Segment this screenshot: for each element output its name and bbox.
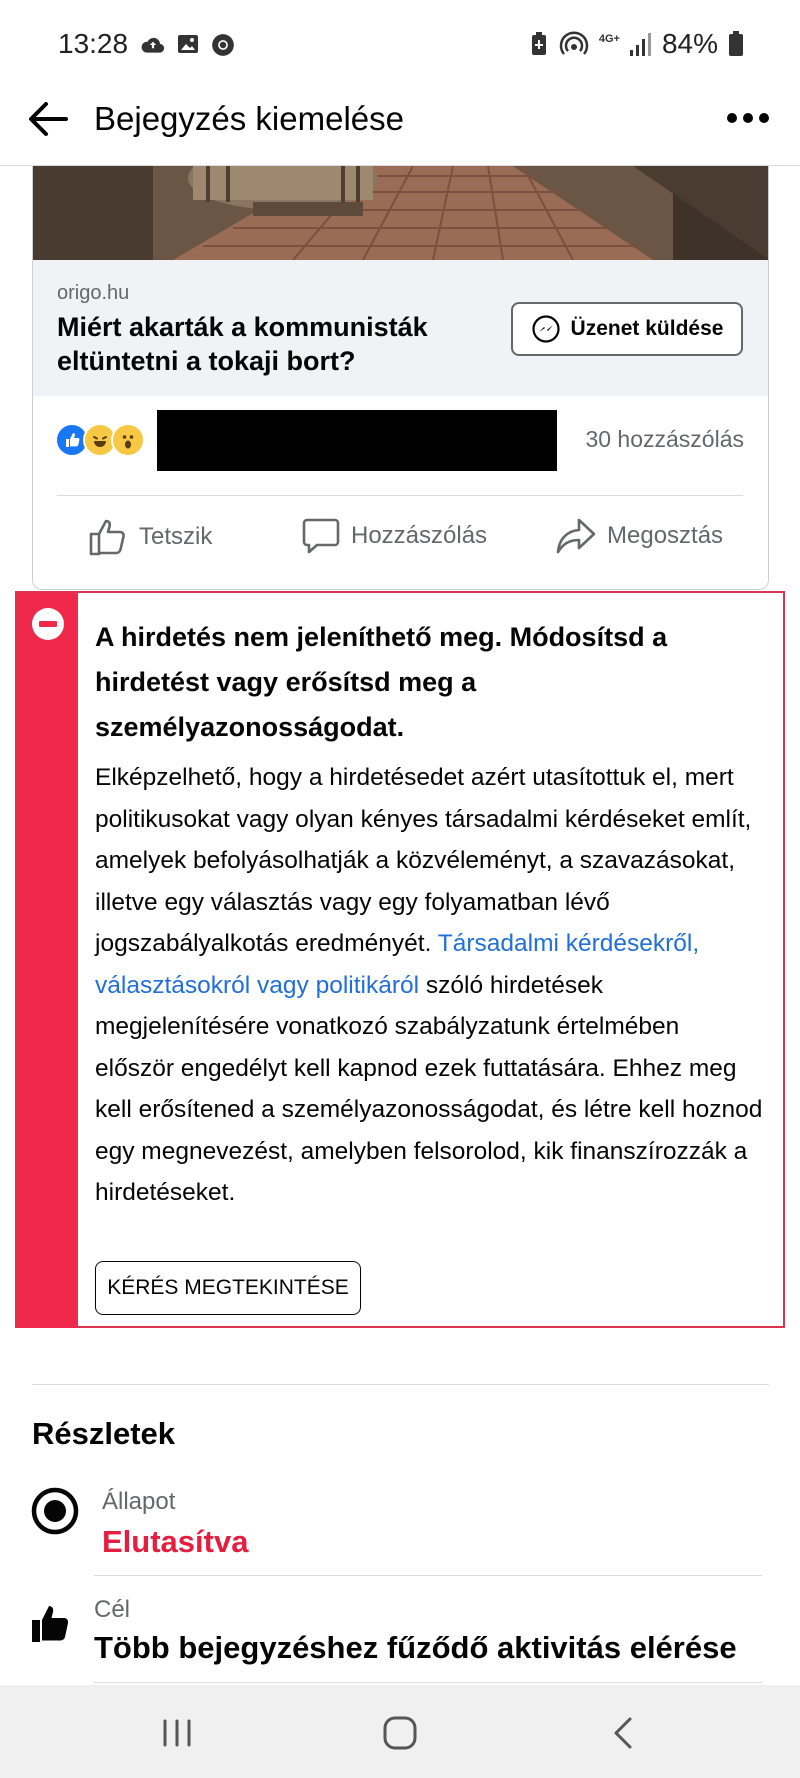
status-value: Elutasítva — [102, 1524, 249, 1559]
section-divider — [32, 1384, 769, 1385]
comment-label: Hozzászólás — [351, 522, 488, 549]
status-radio-icon — [30, 1486, 80, 1536]
goal-label: Cél — [94, 1596, 131, 1623]
status-bar — [0, 0, 800, 90]
gallery-icon — [176, 32, 200, 56]
signal-icon — [630, 32, 652, 56]
send-message-button[interactable] — [511, 302, 743, 356]
like-button[interactable] — [87, 516, 212, 558]
goal-thumbs-up-icon — [30, 1602, 72, 1644]
thumbs-up-icon — [87, 516, 129, 558]
link-preview[interactable] — [33, 260, 769, 396]
status-label: Állapot — [102, 1488, 176, 1515]
battery-icon — [728, 31, 744, 57]
comment-button[interactable] — [301, 516, 487, 556]
row-divider — [94, 1575, 762, 1576]
wine-cellar-image — [33, 166, 769, 260]
notice-title: A hirdetés nem jeleníthető meg. Módosítsd a hirdetést vagy erősítsd meg a személyazonosságodat. — [95, 622, 668, 742]
more-options-icon[interactable] — [726, 112, 770, 124]
notice-body-after: szóló hirdetések megjelenítésére vonatkozó szabályzatunk értelmében először engedélyt kell kapnod ezek futtatására. Ehhez meg kell erősítened a személyazonosságodat, és létre kell hoznod egy megnevezést, amelyben felsorolod, kik finanszírozzák a hirdetéseket. — [95, 971, 763, 1206]
reactions-row — [33, 396, 769, 486]
view-request-button[interactable]: KÉRÉS MEGTEKINTÉSE — [95, 1261, 361, 1315]
battery-saver-icon — [529, 31, 549, 57]
like-label: Tetszik — [139, 523, 213, 550]
cloud-upload-icon — [140, 32, 166, 58]
post-preview-card — [32, 166, 769, 590]
policy-link[interactable]: Társadalmi kérdésekről, választásokról vagy politikáról — [95, 930, 700, 999]
share-icon — [555, 516, 597, 556]
recents-icon[interactable] — [157, 1713, 197, 1753]
back-icon[interactable] — [604, 1713, 644, 1753]
android-nav-bar — [0, 1685, 800, 1778]
chrome-icon — [210, 32, 236, 58]
battery-percentage: 84% — [661, 28, 718, 59]
reaction-icons[interactable] — [55, 423, 139, 457]
back-arrow-icon[interactable] — [24, 96, 70, 142]
network-4g-icon: 4G+ — [598, 33, 620, 45]
notice-body-before: Elképzelhető, hogy a hirdetésedet azért utasítottuk el, mert politikusokat vagy olyan kényes társadalmi kérdéseket említ, amelyek befolyásolhatják a közvéleményt, a szavazásokat, illetve egy választás vagy egy folyamatban lévő jogszabályalkotás eredményét. — [95, 764, 752, 957]
share-button[interactable] — [555, 516, 723, 556]
redacted-area — [157, 410, 557, 471]
link-domain: origo.hu — [57, 282, 130, 304]
no-entry-icon — [31, 607, 65, 641]
share-label: Megosztás — [607, 522, 724, 549]
comment-icon — [301, 516, 341, 556]
wow-reaction-icon — [111, 423, 145, 457]
post-image[interactable] — [33, 166, 769, 260]
notice-body — [95, 757, 765, 1214]
messenger-icon — [531, 314, 561, 344]
goal-value: Több bejegyzéshez fűződő aktivitás elérése — [94, 1630, 737, 1665]
link-title: Miért akarták a kommunisták eltüntetni a tokaji bort? — [57, 312, 428, 376]
hotspot-icon — [559, 31, 589, 57]
comments-count[interactable]: 30 hozzászólás — [585, 426, 744, 452]
notice-accent-stripe — [17, 593, 78, 1328]
post-actions — [33, 496, 769, 590]
status-time: 13:28 — [58, 28, 129, 59]
app-header — [0, 90, 800, 166]
details-heading: Részletek — [32, 1416, 176, 1451]
row-divider — [94, 1682, 762, 1683]
page-title: Bejegyzés kiemelése — [94, 100, 404, 137]
home-icon[interactable] — [380, 1713, 420, 1753]
send-message-label: Üzenet küldése — [570, 317, 724, 340]
ad-rejected-notice — [15, 591, 785, 1328]
